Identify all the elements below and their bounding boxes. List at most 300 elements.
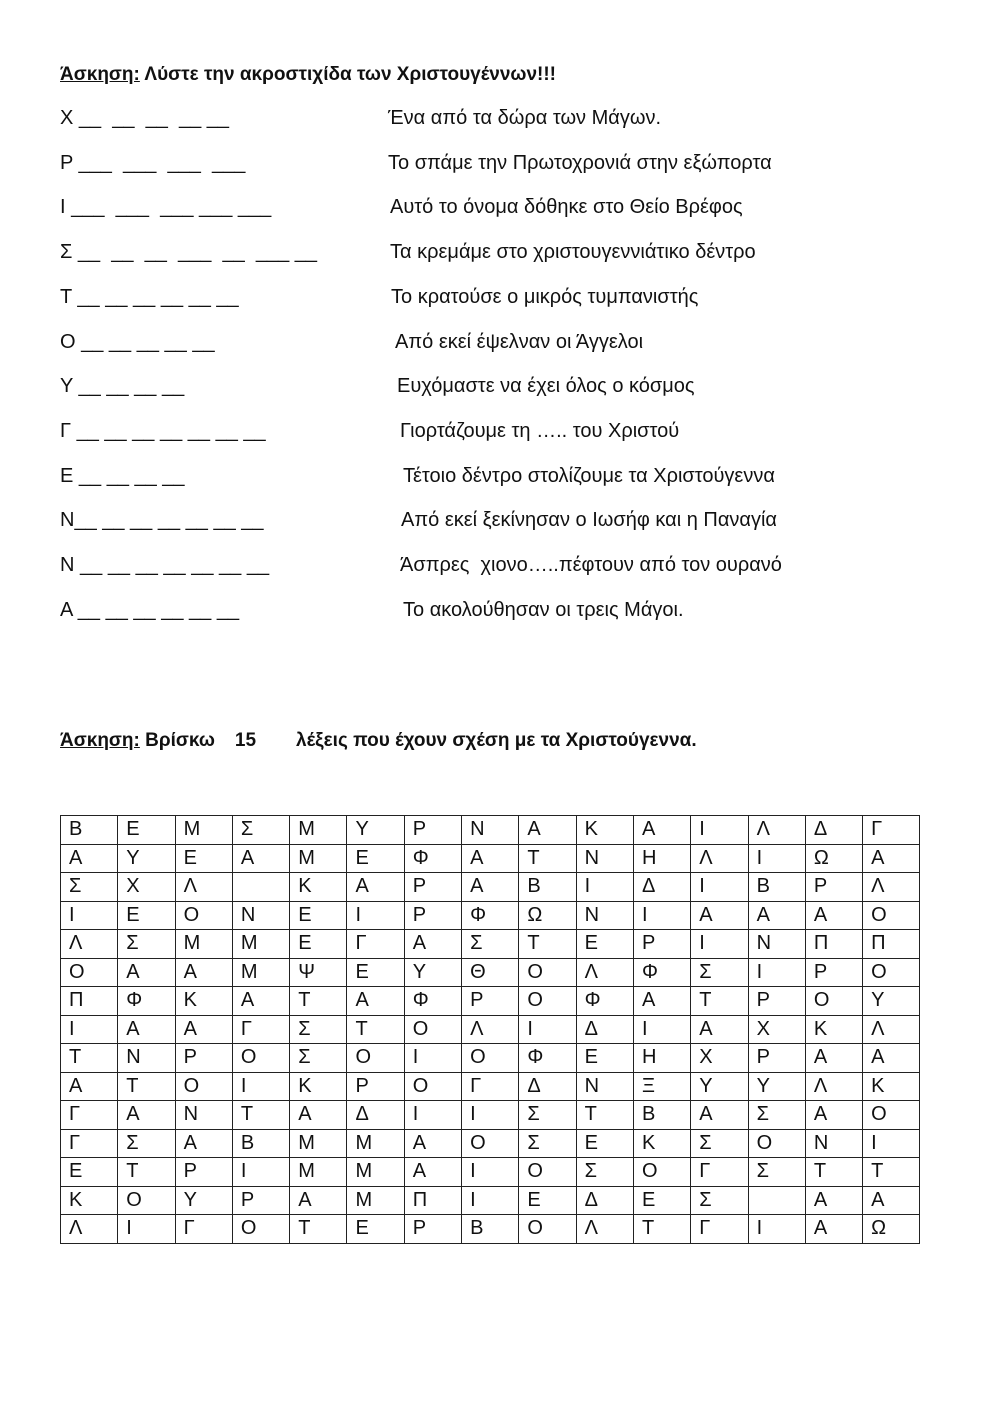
- grid-cell[interactable]: Ι: [404, 1101, 461, 1130]
- grid-cell[interactable]: Τ: [118, 1072, 175, 1101]
- grid-cell[interactable]: Α: [691, 1101, 748, 1130]
- grid-cell[interactable]: Τ: [633, 1215, 690, 1244]
- grid-cell[interactable]: Ε: [118, 901, 175, 930]
- grid-cell[interactable]: Ι: [748, 1215, 805, 1244]
- grid-cell[interactable]: Ν: [175, 1101, 232, 1130]
- grid-cell[interactable]: Θ: [462, 958, 519, 987]
- acrostic-letter: Ι: [60, 196, 66, 219]
- grid-cell[interactable]: Φ: [404, 844, 461, 873]
- grid-cell[interactable]: Δ: [805, 816, 862, 845]
- grid-cell[interactable]: Ι: [61, 1015, 118, 1044]
- acrostic-clue: Ευχόμαστε να έχει όλος ο κόσμος: [397, 375, 695, 398]
- grid-cell[interactable]: Α: [118, 1101, 175, 1130]
- grid-cell[interactable]: Φ: [118, 987, 175, 1016]
- grid-row: [61, 1186, 920, 1215]
- grid-cell[interactable]: Α: [863, 1186, 920, 1215]
- acrostic-blanks: __ __ __ __ __: [75, 330, 215, 353]
- grid-cell[interactable]: Ι: [633, 901, 690, 930]
- grid-cell[interactable]: Ε: [576, 930, 633, 959]
- grid-cell[interactable]: Ρ: [633, 930, 690, 959]
- grid-cell[interactable]: Ο: [519, 1215, 576, 1244]
- acrostic-answer: [60, 375, 184, 398]
- grid-cell[interactable]: Υ: [863, 987, 920, 1016]
- grid-cell[interactable]: Υ: [175, 1186, 232, 1215]
- acrostic-answer: [60, 286, 239, 309]
- grid-row: [61, 1072, 920, 1101]
- acrostic-row: [60, 554, 940, 584]
- grid-cell[interactable]: Γ: [347, 930, 404, 959]
- grid-cell[interactable]: Ν: [118, 1044, 175, 1073]
- grid-cell[interactable]: Σ: [61, 873, 118, 902]
- grid-cell[interactable]: Σ: [118, 1129, 175, 1158]
- exercise2-text-before: Βρίσκω: [139, 730, 215, 751]
- grid-cell[interactable]: Λ: [576, 958, 633, 987]
- exercise1-heading: [60, 64, 556, 86]
- grid-cell[interactable]: Υ: [404, 958, 461, 987]
- grid-cell[interactable]: Υ: [691, 1072, 748, 1101]
- grid-cell[interactable]: Γ: [863, 816, 920, 845]
- grid-row: [61, 930, 920, 959]
- grid-cell[interactable]: Μ: [290, 844, 347, 873]
- grid-cell[interactable]: Ι: [633, 1015, 690, 1044]
- grid-cell[interactable]: Λ: [805, 1072, 862, 1101]
- grid-cell[interactable]: Ρ: [232, 1186, 289, 1215]
- grid-cell[interactable]: Μ: [347, 1186, 404, 1215]
- acrostic-answer: [60, 509, 264, 532]
- grid-cell[interactable]: Φ: [633, 958, 690, 987]
- grid-cell[interactable]: Ο: [118, 1186, 175, 1215]
- grid-cell[interactable]: Υ: [347, 816, 404, 845]
- acrostic-letter: Σ: [60, 241, 73, 264]
- grid-cell[interactable]: Α: [462, 844, 519, 873]
- grid-cell[interactable]: Ν: [232, 901, 289, 930]
- acrostic-letter: Χ: [60, 107, 74, 129]
- grid-cell[interactable]: Α: [118, 1015, 175, 1044]
- grid-cell[interactable]: Ν: [805, 1129, 862, 1158]
- acrostic-clue: Από εκεί έψελναν οι Άγγελοι: [395, 330, 644, 353]
- grid-cell[interactable]: Ο: [748, 1129, 805, 1158]
- grid-cell[interactable]: Α: [863, 1044, 920, 1073]
- grid-row: [61, 816, 920, 845]
- grid-cell[interactable]: Α: [232, 987, 289, 1016]
- grid-cell[interactable]: Ε: [175, 844, 232, 873]
- grid-cell[interactable]: Α: [232, 844, 289, 873]
- grid-cell[interactable]: Π: [404, 1186, 461, 1215]
- grid-cell[interactable]: Σ: [576, 1158, 633, 1187]
- acrostic-clue: Το κρατούσε ο μικρός τυμπανιστής: [391, 285, 699, 308]
- grid-cell[interactable]: Ε: [347, 1215, 404, 1244]
- grid-cell[interactable]: Α: [805, 1186, 862, 1215]
- grid-cell[interactable]: Λ: [61, 1215, 118, 1244]
- acrostic-row: [60, 465, 940, 495]
- grid-cell[interactable]: Α: [61, 1072, 118, 1101]
- grid-cell[interactable]: Ο: [404, 1072, 461, 1101]
- grid-cell[interactable]: Ο: [633, 1158, 690, 1187]
- grid-cell[interactable]: Ρ: [347, 1072, 404, 1101]
- grid-cell[interactable]: Σ: [748, 1101, 805, 1130]
- grid-cell[interactable]: Τ: [805, 1158, 862, 1187]
- acrostic-answer: [60, 241, 317, 264]
- grid-cell[interactable]: Μ: [347, 1129, 404, 1158]
- acrostic-letter: Ν: [60, 509, 75, 532]
- grid-cell[interactable]: Γ: [232, 1015, 289, 1044]
- grid-cell[interactable]: Ο: [462, 1044, 519, 1073]
- grid-cell[interactable]: Ο: [175, 901, 232, 930]
- grid-cell[interactable]: Φ: [576, 987, 633, 1016]
- grid-cell[interactable]: Ο: [519, 958, 576, 987]
- grid-cell[interactable]: Ι: [576, 873, 633, 902]
- grid-cell[interactable]: Γ: [61, 1101, 118, 1130]
- grid-cell[interactable]: Ι: [404, 1044, 461, 1073]
- grid-cell[interactable]: Φ: [519, 1044, 576, 1073]
- acrostic-blanks: __ __ __ __ __ __ __: [74, 509, 264, 532]
- acrostic-blanks: __ __ __ ___ __ ___ __: [72, 241, 318, 264]
- acrostic-row: [60, 152, 940, 182]
- grid-cell[interactable]: Ν: [748, 930, 805, 959]
- acrostic-blanks: ___ ___ ___ ___: [72, 151, 246, 174]
- word-search-grid: [60, 815, 920, 1244]
- exercise2-text-after: λέξεις που έχουν σχέση με τα Χριστούγεννα.: [296, 730, 697, 751]
- grid-cell[interactable]: Ρ: [404, 1215, 461, 1244]
- grid-cell[interactable]: Α: [175, 1015, 232, 1044]
- grid-cell[interactable]: Κ: [61, 1186, 118, 1215]
- grid-cell[interactable]: Γ: [462, 1072, 519, 1101]
- grid-cell[interactable]: Α: [404, 1158, 461, 1187]
- grid-cell[interactable]: Τ: [863, 1158, 920, 1187]
- grid-cell[interactable]: Κ: [805, 1015, 862, 1044]
- grid-cell[interactable]: Φ: [462, 901, 519, 930]
- acrostic-answer: [60, 107, 229, 130]
- acrostic-blanks: __ __ __ __ __ __ __: [71, 419, 266, 442]
- grid-row: [61, 1015, 920, 1044]
- grid-row: [61, 1044, 920, 1073]
- exercise1-label: Άσκηση:: [60, 64, 140, 85]
- acrostic-blanks: __ __ __ __: [72, 375, 185, 398]
- grid-cell[interactable]: Α: [61, 844, 118, 873]
- acrostic-clue: Το σπάμε την Πρωτοχρονιά στην εξώπορτα: [388, 151, 772, 174]
- grid-cell[interactable]: Σ: [691, 958, 748, 987]
- grid-cell[interactable]: Ε: [118, 816, 175, 845]
- acrostic-answer: [60, 196, 271, 219]
- grid-cell[interactable]: Ο: [519, 987, 576, 1016]
- grid-cell[interactable]: Ρ: [175, 1158, 232, 1187]
- grid-cell[interactable]: Α: [347, 987, 404, 1016]
- grid-cell[interactable]: Α: [863, 844, 920, 873]
- grid-cell[interactable]: Ρ: [748, 1044, 805, 1073]
- grid-cell[interactable]: Λ: [691, 844, 748, 873]
- grid-cell[interactable]: Α: [805, 1215, 862, 1244]
- grid-cell[interactable]: Ν: [576, 901, 633, 930]
- grid-cell[interactable]: Λ: [175, 873, 232, 902]
- grid-cell[interactable]: Κ: [863, 1072, 920, 1101]
- grid-cell[interactable]: Ρ: [805, 958, 862, 987]
- grid-cell[interactable]: Β: [462, 1215, 519, 1244]
- grid-cell[interactable]: Μ: [232, 958, 289, 987]
- grid-cell[interactable]: Τ: [290, 987, 347, 1016]
- grid-cell[interactable]: Σ: [118, 930, 175, 959]
- grid-cell[interactable]: Β: [61, 816, 118, 845]
- grid-cell[interactable]: Σ: [691, 1186, 748, 1215]
- grid-cell[interactable]: Α: [118, 958, 175, 987]
- grid-cell[interactable]: Σ: [290, 1044, 347, 1073]
- grid-cell[interactable]: Δ: [347, 1101, 404, 1130]
- grid-cell[interactable]: Δ: [576, 1015, 633, 1044]
- grid-cell[interactable]: Ι: [863, 1129, 920, 1158]
- acrostic-letter: Υ: [60, 375, 73, 398]
- grid-cell[interactable]: Α: [404, 930, 461, 959]
- grid-cell[interactable]: Τ: [519, 930, 576, 959]
- grid-cell[interactable]: Λ: [748, 816, 805, 845]
- grid-cell[interactable]: Ι: [118, 1215, 175, 1244]
- grid-cell[interactable]: Κ: [633, 1129, 690, 1158]
- grid-cell[interactable]: Μ: [175, 930, 232, 959]
- acrostic-clue: Αυτό το όνομα δόθηκε στο Θείο Βρέφος: [390, 196, 743, 219]
- grid-cell[interactable]: Α: [519, 816, 576, 845]
- grid-cell[interactable]: Γ: [61, 1129, 118, 1158]
- grid-cell[interactable]: Μ: [175, 816, 232, 845]
- grid-cell[interactable]: Ι: [347, 901, 404, 930]
- grid-cell[interactable]: Α: [633, 816, 690, 845]
- grid-cell[interactable]: Κ: [290, 1072, 347, 1101]
- grid-cell[interactable]: Λ: [576, 1215, 633, 1244]
- acrostic-answer: [60, 554, 269, 577]
- acrostic-letter: Α: [60, 598, 73, 621]
- grid-cell[interactable]: Μ: [290, 1129, 347, 1158]
- grid-cell[interactable]: Τ: [61, 1044, 118, 1073]
- grid-cell[interactable]: Ε: [519, 1186, 576, 1215]
- grid-row: [61, 844, 920, 873]
- grid-cell[interactable]: Χ: [691, 1044, 748, 1073]
- grid-cell[interactable]: Λ: [61, 930, 118, 959]
- grid-cell[interactable]: [232, 873, 289, 902]
- grid-cell[interactable]: Ρ: [404, 901, 461, 930]
- acrostic-clue: Γιορτάζουμε τη ….. του Χριστού: [400, 419, 680, 442]
- grid-cell[interactable]: Π: [863, 930, 920, 959]
- acrostic-clue: Ένα από τα δώρα των Μάγων.: [388, 107, 662, 129]
- grid-cell[interactable]: Λ: [462, 1015, 519, 1044]
- grid-cell[interactable]: Η: [633, 1044, 690, 1073]
- grid-row: [61, 1101, 920, 1130]
- grid-cell[interactable]: Ν: [576, 844, 633, 873]
- grid-row: [61, 1129, 920, 1158]
- grid-cell[interactable]: Ι: [232, 1072, 289, 1101]
- grid-cell[interactable]: Μ: [232, 930, 289, 959]
- grid-cell[interactable]: Α: [404, 1129, 461, 1158]
- grid-cell[interactable]: Δ: [633, 873, 690, 902]
- grid-cell[interactable]: Ι: [748, 844, 805, 873]
- grid-cell[interactable]: Τ: [347, 1015, 404, 1044]
- grid-cell[interactable]: Γ: [175, 1215, 232, 1244]
- grid-cell[interactable]: Λ: [863, 873, 920, 902]
- grid-cell[interactable]: Σ: [519, 1101, 576, 1130]
- grid-cell[interactable]: Τ: [691, 987, 748, 1016]
- grid-cell[interactable]: Υ: [118, 844, 175, 873]
- grid-cell[interactable]: Ρ: [748, 987, 805, 1016]
- grid-cell[interactable]: Ε: [576, 1044, 633, 1073]
- grid-cell[interactable]: Τ: [576, 1101, 633, 1130]
- grid-cell[interactable]: Υ: [748, 1072, 805, 1101]
- grid-cell[interactable]: Α: [805, 901, 862, 930]
- acrostic-blanks: __ __ __ __: [73, 464, 185, 487]
- grid-cell[interactable]: Ι: [232, 1158, 289, 1187]
- grid-cell[interactable]: Μ: [290, 1158, 347, 1187]
- grid-cell[interactable]: Τ: [118, 1158, 175, 1187]
- grid-cell[interactable]: Ι: [462, 1158, 519, 1187]
- grid-cell[interactable]: Μ: [347, 1158, 404, 1187]
- acrostic-answer: [60, 152, 245, 175]
- grid-cell[interactable]: Σ: [232, 816, 289, 845]
- acrostic-letter: Γ: [60, 419, 72, 442]
- grid-cell[interactable]: Ο: [175, 1072, 232, 1101]
- grid-cell[interactable]: Ο: [519, 1158, 576, 1187]
- grid-cell[interactable]: Β: [519, 873, 576, 902]
- grid-row: [61, 1215, 920, 1244]
- grid-cell[interactable]: Α: [748, 901, 805, 930]
- grid-cell[interactable]: Λ: [863, 1015, 920, 1044]
- grid-cell[interactable]: Ρ: [404, 816, 461, 845]
- grid-cell[interactable]: Κ: [175, 987, 232, 1016]
- grid-cell[interactable]: Ι: [691, 873, 748, 902]
- acrostic-clue: Τέτοιο δέντρο στολίζουμε τα Χριστούγεννα: [403, 464, 775, 487]
- grid-cell[interactable]: Ι: [691, 816, 748, 845]
- grid-cell[interactable]: Μ: [290, 816, 347, 845]
- grid-cell[interactable]: Χ: [748, 1015, 805, 1044]
- grid-cell[interactable]: Ε: [61, 1158, 118, 1187]
- grid-cell[interactable]: Α: [462, 873, 519, 902]
- grid-row: [61, 958, 920, 987]
- grid-cell[interactable]: Ο: [404, 1015, 461, 1044]
- acrostic-letter: Ο: [60, 330, 76, 353]
- grid-row: [61, 901, 920, 930]
- grid-cell[interactable]: Α: [175, 958, 232, 987]
- grid-cell[interactable]: Ε: [290, 930, 347, 959]
- grid-cell[interactable]: Ρ: [404, 873, 461, 902]
- grid-cell[interactable]: Π: [61, 987, 118, 1016]
- grid-row: [61, 987, 920, 1016]
- acrostic-row: [60, 509, 940, 539]
- grid-cell[interactable]: Ο: [863, 1101, 920, 1130]
- grid-cell[interactable]: Β: [633, 1101, 690, 1130]
- grid-cell[interactable]: Ι: [748, 958, 805, 987]
- grid-cell[interactable]: [748, 1186, 805, 1215]
- grid-cell[interactable]: Δ: [519, 1072, 576, 1101]
- exercise2-number: 15: [234, 730, 257, 751]
- grid-cell[interactable]: Σ: [748, 1158, 805, 1187]
- grid-cell[interactable]: Ε: [290, 901, 347, 930]
- grid-cell[interactable]: Δ: [576, 1186, 633, 1215]
- exercise2-heading: [60, 730, 697, 752]
- grid-cell[interactable]: Β: [748, 873, 805, 902]
- grid-cell[interactable]: Α: [290, 1186, 347, 1215]
- grid-cell[interactable]: Α: [691, 1015, 748, 1044]
- acrostic-row: [60, 196, 940, 226]
- grid-cell[interactable]: Β: [232, 1129, 289, 1158]
- grid-cell[interactable]: Α: [691, 901, 748, 930]
- grid-cell[interactable]: Ρ: [175, 1044, 232, 1073]
- grid-row: [61, 1158, 920, 1187]
- grid-cell[interactable]: Γ: [691, 1158, 748, 1187]
- grid-cell[interactable]: Ρ: [462, 987, 519, 1016]
- grid-cell[interactable]: Ε: [576, 1129, 633, 1158]
- grid-cell[interactable]: Ψ: [290, 958, 347, 987]
- exercise2-label: Άσκηση:: [60, 730, 140, 751]
- grid-cell[interactable]: Π: [805, 930, 862, 959]
- grid-cell[interactable]: Ω: [805, 844, 862, 873]
- grid-cell[interactable]: Α: [633, 987, 690, 1016]
- grid-cell[interactable]: Ε: [633, 1186, 690, 1215]
- grid-cell[interactable]: Σ: [290, 1015, 347, 1044]
- grid-cell[interactable]: Φ: [404, 987, 461, 1016]
- grid-cell[interactable]: Ε: [347, 844, 404, 873]
- grid-cell[interactable]: Σ: [519, 1129, 576, 1158]
- grid-cell[interactable]: Ω: [863, 1215, 920, 1244]
- grid-cell[interactable]: Ο: [805, 987, 862, 1016]
- grid-cell[interactable]: Ι: [519, 1015, 576, 1044]
- grid-cell[interactable]: Α: [290, 1101, 347, 1130]
- grid-cell[interactable]: Ι: [691, 930, 748, 959]
- grid-cell[interactable]: Σ: [691, 1129, 748, 1158]
- acrostic-letter: Ε: [60, 464, 74, 487]
- grid-cell[interactable]: Κ: [576, 816, 633, 845]
- grid-cell[interactable]: Α: [347, 873, 404, 902]
- acrostic-blanks: ___ ___ ___ ___ ___: [65, 196, 272, 219]
- grid-cell[interactable]: Ω: [519, 901, 576, 930]
- grid-cell[interactable]: Ι: [462, 1186, 519, 1215]
- grid-cell[interactable]: Ν: [576, 1072, 633, 1101]
- acrostic-row: [60, 599, 940, 629]
- exercise1-title: Λύστε την ακροστιχίδα των Χριστουγέννων!!!: [139, 64, 556, 85]
- acrostic-row: [60, 375, 940, 405]
- grid-cell[interactable]: Κ: [290, 873, 347, 902]
- grid-cell[interactable]: Η: [633, 844, 690, 873]
- grid-cell[interactable]: Α: [175, 1129, 232, 1158]
- grid-cell[interactable]: Ο: [462, 1129, 519, 1158]
- acrostic-row: [60, 420, 940, 450]
- grid-cell[interactable]: Ο: [863, 958, 920, 987]
- grid-cell[interactable]: Ο: [232, 1215, 289, 1244]
- acrostic-answer: [60, 599, 239, 622]
- acrostic-row: [60, 331, 940, 361]
- grid-cell[interactable]: Σ: [462, 930, 519, 959]
- grid-cell[interactable]: Τ: [290, 1215, 347, 1244]
- grid-cell[interactable]: Ι: [61, 901, 118, 930]
- grid-cell[interactable]: Α: [805, 1101, 862, 1130]
- grid-cell[interactable]: Ι: [462, 1101, 519, 1130]
- grid-cell[interactable]: Α: [805, 1044, 862, 1073]
- acrostic-clue: Από εκεί ξεκίνησαν ο Ιωσήφ και η Παναγία: [401, 509, 777, 532]
- acrostic-clue: Άσπρες χιονο…..πέφτουν από τον ουρανό: [400, 554, 782, 576]
- grid-cell[interactable]: Ν: [462, 816, 519, 845]
- grid-cell[interactable]: Ο: [61, 958, 118, 987]
- grid-cell[interactable]: Ο: [232, 1044, 289, 1073]
- grid-cell[interactable]: Τ: [232, 1101, 289, 1130]
- acrostic-letter: Ρ: [60, 151, 73, 174]
- acrostic-row: [60, 241, 940, 271]
- grid-cell[interactable]: Γ: [691, 1215, 748, 1244]
- grid-cell[interactable]: Ρ: [805, 873, 862, 902]
- acrostic-answer: [60, 420, 266, 443]
- acrostic-answer: [60, 465, 185, 488]
- acrostic-clue: Τα κρεμάμε στο χριστουγεννιάτικο δέντρο: [390, 241, 756, 264]
- acrostic-blanks: __ __ __ __ __ __: [72, 598, 240, 621]
- grid-cell[interactable]: Τ: [519, 844, 576, 873]
- grid-cell[interactable]: Ξ: [633, 1072, 690, 1101]
- grid-cell[interactable]: Ε: [347, 958, 404, 987]
- grid-cell[interactable]: Χ: [118, 873, 175, 902]
- grid-cell[interactable]: Ο: [863, 901, 920, 930]
- acrostic-letter: Ν: [60, 554, 75, 576]
- grid-cell[interactable]: Ο: [347, 1044, 404, 1073]
